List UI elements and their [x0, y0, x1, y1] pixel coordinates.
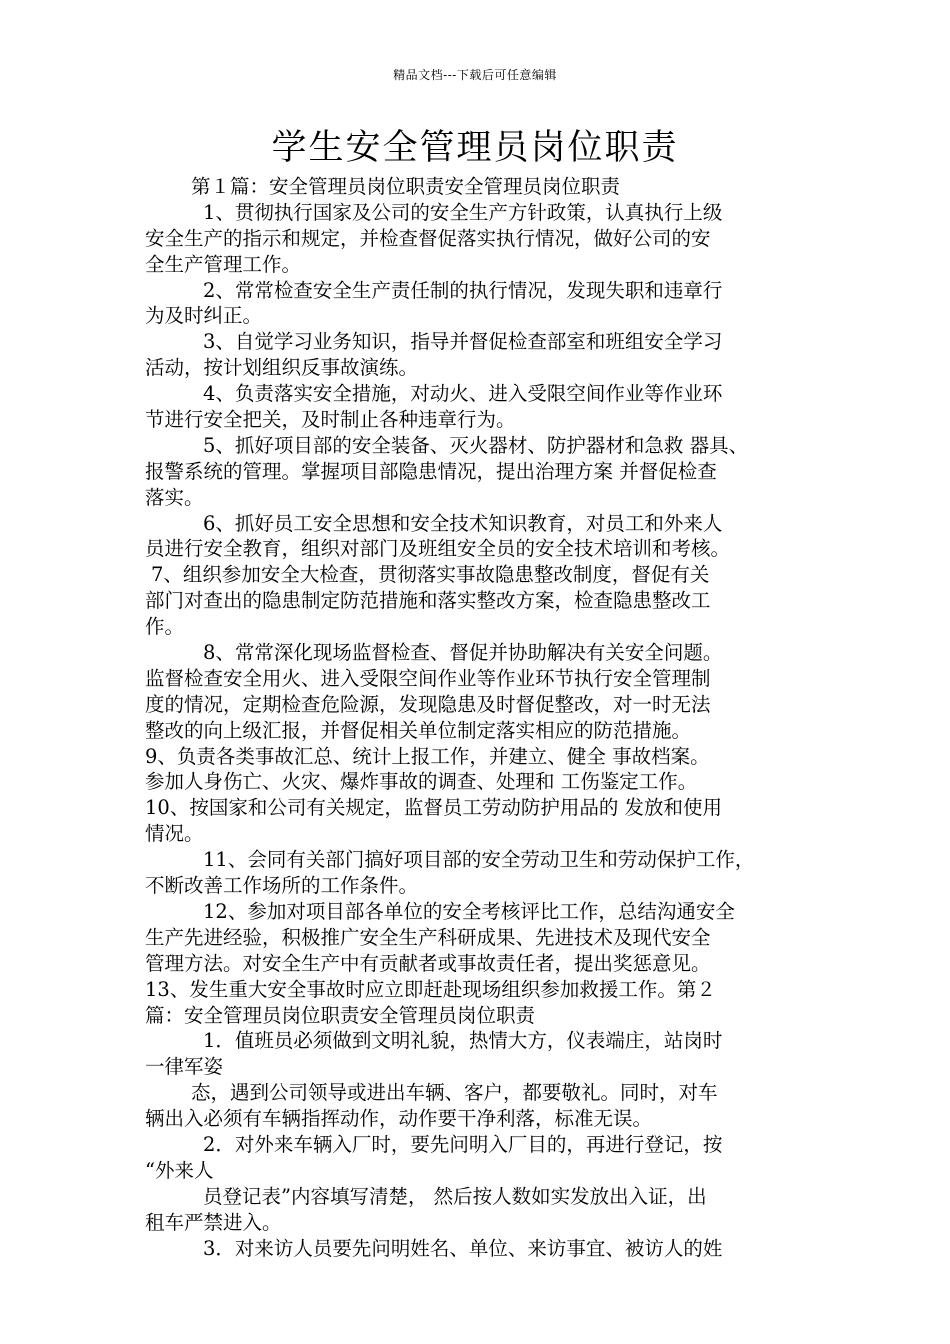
text-line: 参加人身伤亡、火灾、爆炸事故的调查、处理和 工伤鉴定工作。 [145, 770, 698, 794]
text-line: 作。 [145, 615, 185, 639]
text-line: 12、参加对项目部各单位的安全考核评比工作，总结沟通安全 [203, 899, 735, 923]
text-line: 报警系统的管理。掌握项目部隐患情况，提出治理方案 并督促检查 [145, 459, 717, 483]
text-line: 度的情况，定期检查危险源，发现隐患及时督促整改，对一时无法 [145, 692, 711, 716]
text-line: 篇：安全管理员岗位职责安全管理员岗位职责 [145, 1003, 536, 1027]
text-line: 5、抓好项目部的安全装备、灭火器材、防护器材和急救 器具、 [203, 433, 749, 457]
text-line: 租车严禁进入。 [145, 1210, 282, 1234]
text-line: 辆出入必须有车辆指挥动作，动作要干净利落，标准无误。 [145, 1107, 653, 1131]
text-line: 10、按国家和公司有关规定，监督员工劳动防护用品的 发放和使用 [145, 796, 723, 820]
text-line: 11、会同有关部门搞好项目部的安全劳动卫生和劳动保护工作， [203, 848, 755, 872]
text-line: 不断改善工作场所的工作条件。 [145, 874, 419, 898]
text-line: 部门对查出的隐患制定防范措施和落实整改方案，检查隐患整改工 [145, 589, 711, 613]
text-line: 生产先进经验，积极推广安全生产科研成果、先进技术及现代安全 [145, 925, 711, 949]
text-line: 员登记表”内容填写清楚， 然后按人数如实发放出入证，出 [203, 1184, 707, 1208]
text-line: 活动，按计划组织反事故演练。 [145, 356, 419, 380]
text-line: 全生产管理工作。 [145, 252, 302, 276]
text-line: 4、负责落实安全措施，对动火、进入受限空间作业等作业环 [203, 382, 723, 406]
text-line: 第１篇：安全管理员岗位职责安全管理员岗位职责 [191, 175, 621, 198]
text-line: 一律军姿 [145, 1055, 224, 1079]
text-line: 3．对来访人员要先问明姓名、单位、来访事宜、被访人的姓 [203, 1236, 723, 1260]
text-line: 员进行安全教育，组织对部门及班组安全员的安全技术培训和考核。 [145, 537, 731, 561]
text-line: 9、负责各类事故汇总、统计上报工作，并建立、健全 事故档案。 [145, 744, 710, 768]
text-line: 管理方法。对安全生产中有贡献者或事故责任者，提出奖惩意见。 [145, 951, 711, 975]
text-line: 6、抓好员工安全思想和安全技术知识教育，对员工和外来人 [203, 511, 723, 535]
text-line: 2、常常检查安全生产责任制的执行情况，发现失职和违章行 [203, 278, 723, 302]
text-line: “外来人 [145, 1158, 214, 1182]
text-line: 13、发生重大安全事故时应立即赶赴现场组织参加救援工作。第２ [145, 977, 716, 1001]
text-line: 态，遇到公司领导或进出车辆、客户，都要敬礼。同时，对车 [191, 1081, 718, 1105]
document-body [145, 174, 825, 1261]
text-line: 1、贯彻执行国家及公司的安全生产方针政策，认真执行上级 [203, 200, 723, 224]
header-note: 精品文档---下载后可任意编辑 [393, 68, 557, 82]
document-title: 学生安全管理员岗位职责 [271, 128, 679, 168]
text-line: 情况。 [145, 822, 204, 846]
text-line: 2．对外来车辆入厂时，要先问明入厂目的，再进行登记，按 [203, 1132, 723, 1156]
text-line: 1．值班员必须做到文明礼貌，热情大方，仪表端庄，站岗时 [203, 1029, 723, 1053]
text-line: 整改的向上级汇报，并督促相关单位制定落实相应的防范措施。 [145, 718, 692, 742]
text-line: 节进行安全把关，及时制止各种违章行为。 [145, 408, 516, 432]
text-line: 安全生产的指示和规定，并检查督促落实执行情况，做好公司的安 [145, 226, 711, 250]
text-line: 3、自觉学习业务知识，指导并督促检查部室和班组安全学习 [203, 330, 723, 354]
text-line: 7、组织参加安全大检查，贯彻落实事故隐患整改制度，督促有关 [151, 563, 710, 587]
text-line: 落实。 [145, 485, 204, 509]
text-line: 8、常常深化现场监督检查、督促并协助解决有关安全问题。 [203, 641, 723, 665]
text-line: 监督检查安全用火、进入受限空间作业等作业环节执行安全管理制 [145, 666, 711, 690]
text-line: 为及时纠正。 [145, 304, 263, 328]
